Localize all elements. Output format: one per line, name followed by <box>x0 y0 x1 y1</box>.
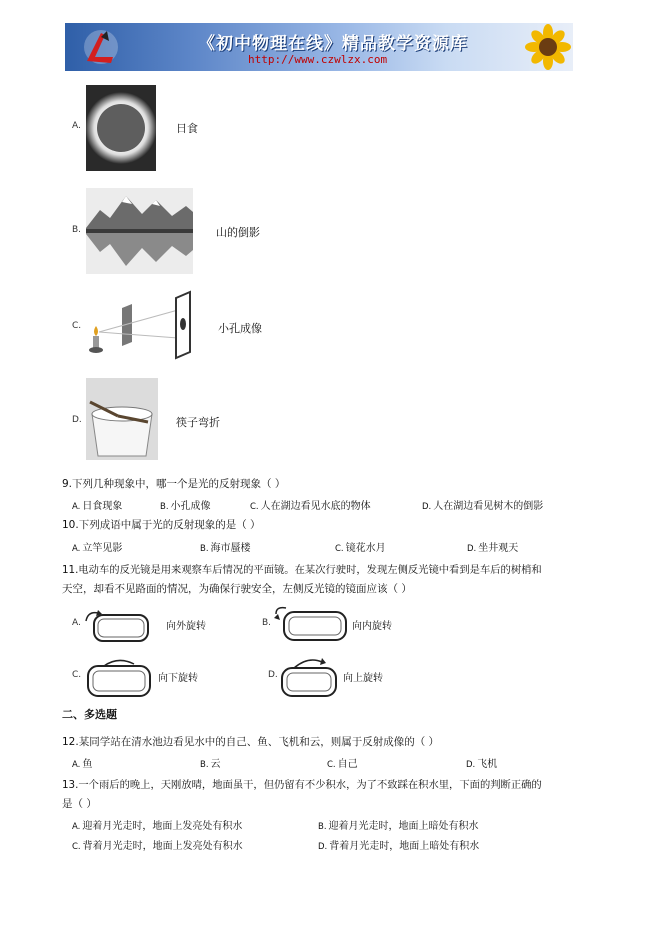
question-13-line2: 是（ ） <box>62 798 97 810</box>
question-9: 9.下列几种现象中，哪一个是光的反射现象（ ） <box>62 478 286 490</box>
question-12: 12.某同学站在清水池边看见水中的自己、鱼、飞机和云，则属于反射成像的（ ） <box>62 736 440 748</box>
section-title-multiple-choice: 二、多选题 <box>62 708 117 721</box>
q12-choice-a: A. 鱼 <box>72 759 93 770</box>
option-d-letter: D. <box>72 415 82 425</box>
option-b-caption: 山的倒影 <box>216 226 260 239</box>
q10-choice-d: D. 坐井观天 <box>467 543 519 554</box>
q11-option-a-letter: A. <box>72 618 81 628</box>
solar-eclipse-image <box>86 85 156 171</box>
q9-choice-c: C. 人在湖边看见水底的物体 <box>250 501 371 512</box>
q11-option-d-caption: 向上旋转 <box>343 673 383 684</box>
option-d-caption: 筷子弯折 <box>176 416 220 429</box>
question-10: 10.下列成语中属于光的反射现象的是（ ） <box>62 519 261 531</box>
question-13-line1: 13.一个雨后的晚上，天刚放晴，地面虽干，但仍留有不少积水，为了不致踩在积水里，下面的判断正确的 <box>62 779 542 791</box>
mountain-reflection-image <box>86 188 193 274</box>
option-c-letter: C. <box>72 321 82 331</box>
q11-option-d-letter: D. <box>268 670 278 680</box>
q13-choice-b: B. 迎着月光走时，地面上暗处有积水 <box>318 821 479 832</box>
question-11-line2: 天空，却看不见路面的情况，为确保行驶安全，左侧反光镜的镜面应该（ ） <box>62 583 412 595</box>
q12-choice-d: D. 飞机 <box>466 759 498 770</box>
q9-choice-b: B. 小孔成像 <box>160 501 211 512</box>
q12-choice-b: B. 云 <box>200 759 221 770</box>
q9-choice-d: D. 人在湖边看见树木的倒影 <box>422 501 544 512</box>
pinhole-camera-image <box>86 290 198 362</box>
option-b-letter: B. <box>72 225 82 235</box>
option-c-caption: 小孔成像 <box>218 322 262 335</box>
q10-choice-c: C. 镜花水月 <box>335 543 386 554</box>
site-logo <box>73 27 129 67</box>
sunflower-image <box>523 23 573 71</box>
option-a-letter: A. <box>72 121 81 131</box>
bent-chopsticks-image <box>86 378 158 460</box>
mirror-inward-image <box>272 604 350 644</box>
q11-option-b-caption: 向内旋转 <box>352 621 392 632</box>
mirror-upward-image <box>278 654 340 698</box>
header-banner <box>65 23 573 71</box>
question-11-line1: 11.电动车的反光镜是用来观察车后情况的平面镜。在某次行驶时，发现左侧反光镜中看到是车后的树梢和 <box>62 564 542 576</box>
q13-choice-c: C. 背着月光走时，地面上发亮处有积水 <box>72 841 243 852</box>
q11-option-b-letter: B. <box>262 618 272 628</box>
banner-title: 《初中物理在线》精品教学资源库 <box>198 34 468 54</box>
mirror-outward-image <box>82 607 152 643</box>
mirror-downward-image <box>84 654 154 698</box>
q12-choice-c: C. 自己 <box>327 759 358 770</box>
q13-choice-d: D. 背着月光走时，地面上暗处有积水 <box>318 841 480 852</box>
q11-option-c-caption: 向下旋转 <box>158 673 198 684</box>
q11-option-c-letter: C. <box>72 670 82 680</box>
q10-choice-a: A. 立竿见影 <box>72 543 123 554</box>
banner-url: http://www.czwlzx.com <box>248 53 388 66</box>
q13-choice-a: A. 迎着月光走时，地面上发亮处有积水 <box>72 821 243 832</box>
q10-choice-b: B. 海市蜃楼 <box>200 543 251 554</box>
q9-choice-a: A. 日食现象 <box>72 501 123 512</box>
option-a-caption: 日食 <box>176 122 198 135</box>
q11-option-a-caption: 向外旋转 <box>166 621 206 632</box>
